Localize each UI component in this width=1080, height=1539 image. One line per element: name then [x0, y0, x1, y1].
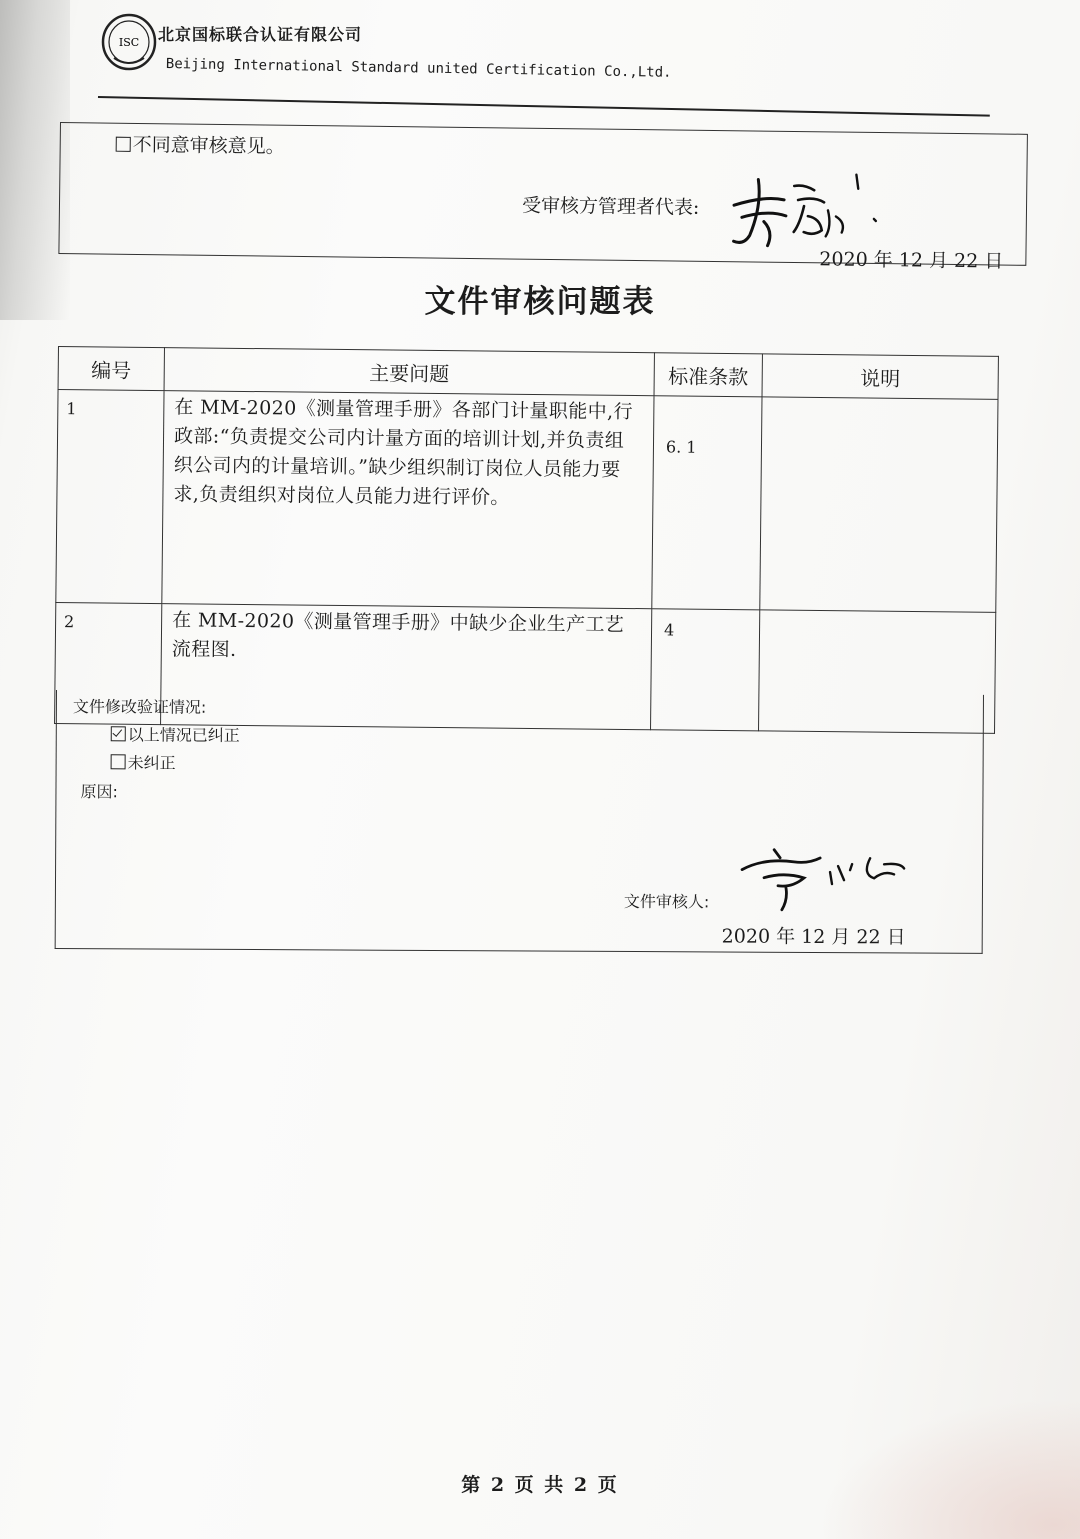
row-clause: 4	[651, 609, 760, 731]
header-clause: 标准条款	[654, 353, 762, 397]
reason-label: 原因:	[80, 782, 118, 802]
representative-date: 2020 年 12 月 22 日	[819, 248, 1004, 273]
reviewer-signature-icon	[734, 844, 914, 915]
header-no: 编号	[58, 347, 164, 391]
isc-logo-icon	[100, 12, 158, 74]
row-clause: 6. 1	[652, 396, 762, 610]
reviewer-date: 2020 年 12 月 22 日	[721, 925, 906, 949]
checkbox-icon	[116, 137, 131, 152]
photo-edge-tint	[820, 1399, 1080, 1539]
row-no: 2	[55, 602, 162, 724]
company-name-en: Beijing International Standard united Certification Co.,Ltd.	[165, 56, 672, 81]
checkbox-icon	[111, 754, 126, 769]
document-title: 文件审核问题表	[424, 284, 656, 320]
svg-text:ISC: ISC	[118, 36, 140, 49]
corrected-option: 以上情况已纠正	[111, 722, 240, 746]
header-problem: 主要问题	[164, 348, 654, 396]
header-note: 说明	[762, 354, 998, 399]
page-number: 第 2 页 共 2 页	[461, 1474, 619, 1496]
row-problem: 在 MM-2020《测量管理手册》各部门计量职能中,行政部:“负责提交公司内计量方面的培训计划,并负责组织公司内的计量培训。”缺少组织制订岗位人员能力要求,负责组织对岗位人员能力进行评价。	[162, 391, 654, 609]
row-problem: 在 MM-2020《测量管理手册》中缺少企业生产工艺流程图.	[161, 604, 652, 730]
table-row	[56, 390, 998, 613]
verification-title: 文件修改验证情况:	[72, 697, 207, 717]
not-corrected-option: 未纠正	[111, 750, 176, 773]
row-note	[760, 397, 998, 612]
company-name-cn: 北京国标联合认证有限公司	[158, 25, 363, 44]
opinion-box	[58, 122, 1028, 273]
issue-table	[54, 346, 998, 734]
header-rule	[98, 96, 990, 117]
verification-box	[55, 690, 984, 954]
reviewer-label: 文件审核人:	[623, 891, 710, 912]
disagree-option: 不同意审核意见。	[116, 130, 285, 159]
row-no: 1	[56, 390, 164, 604]
checked-checkbox-icon	[111, 726, 126, 741]
representative-signature-icon	[723, 165, 884, 257]
representative-label: 受审核方管理者代表:	[521, 194, 700, 219]
